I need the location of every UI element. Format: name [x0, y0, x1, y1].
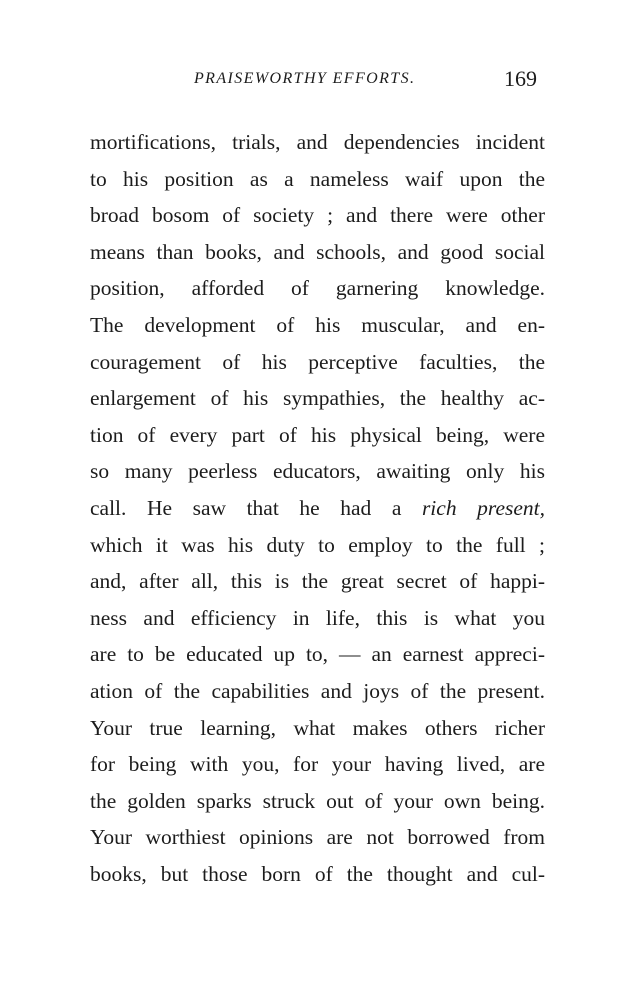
text-line: so many peerless educators, awaiting only his — [90, 459, 545, 484]
text-line: couragement of his perceptive faculties, the — [90, 349, 545, 374]
text-line: broad bosom of society ; and there were other — [90, 203, 545, 228]
text-line: for being with you, for your having lived, are — [90, 752, 545, 777]
text-line: Your true learning, what makes others richer — [90, 715, 545, 740]
text-line: which it was his duty to employ to the full ; — [90, 532, 545, 557]
text-line-with-emphasis — [90, 490, 545, 527]
running-title: PRAISEWORTHY EFFORTS. — [194, 70, 416, 87]
text-line: ation of the capabilities and joys of the present. — [90, 678, 545, 703]
text-line: mortifications, trials, and dependencies incident — [90, 130, 545, 154]
text-line: Your worthiest opinions are not borrowed from — [90, 825, 545, 850]
text-line: the golden sparks struck out of your own being. — [90, 788, 545, 813]
text-segment: call. He saw that he had a — [90, 495, 402, 520]
italic-emphasis: rich present, — [421, 495, 545, 520]
text-line: ness and efficiency in life, this is what you — [90, 605, 545, 630]
running-head — [90, 64, 545, 94]
text-line: books, but those born of the thought and cul- — [90, 861, 545, 886]
text-line: position, afforded of garnering knowledge. — [90, 276, 545, 301]
text-line: means than books, and schools, and good social — [90, 239, 545, 264]
text-line: tion of every part of his physical being, were — [90, 422, 545, 447]
text-line: to his position as a nameless waif upon the — [90, 166, 545, 191]
text-line: enlargement of his sympathies, the healthy ac- — [90, 386, 545, 411]
text-line: are to be educated up to, — an earnest appreci- — [90, 642, 545, 667]
text-line: and, after all, this is the great secret of happi- — [90, 569, 545, 594]
text-line: The development of his muscular, and en- — [90, 312, 545, 337]
body-text — [90, 124, 545, 892]
page-number: 169 — [504, 66, 537, 91]
